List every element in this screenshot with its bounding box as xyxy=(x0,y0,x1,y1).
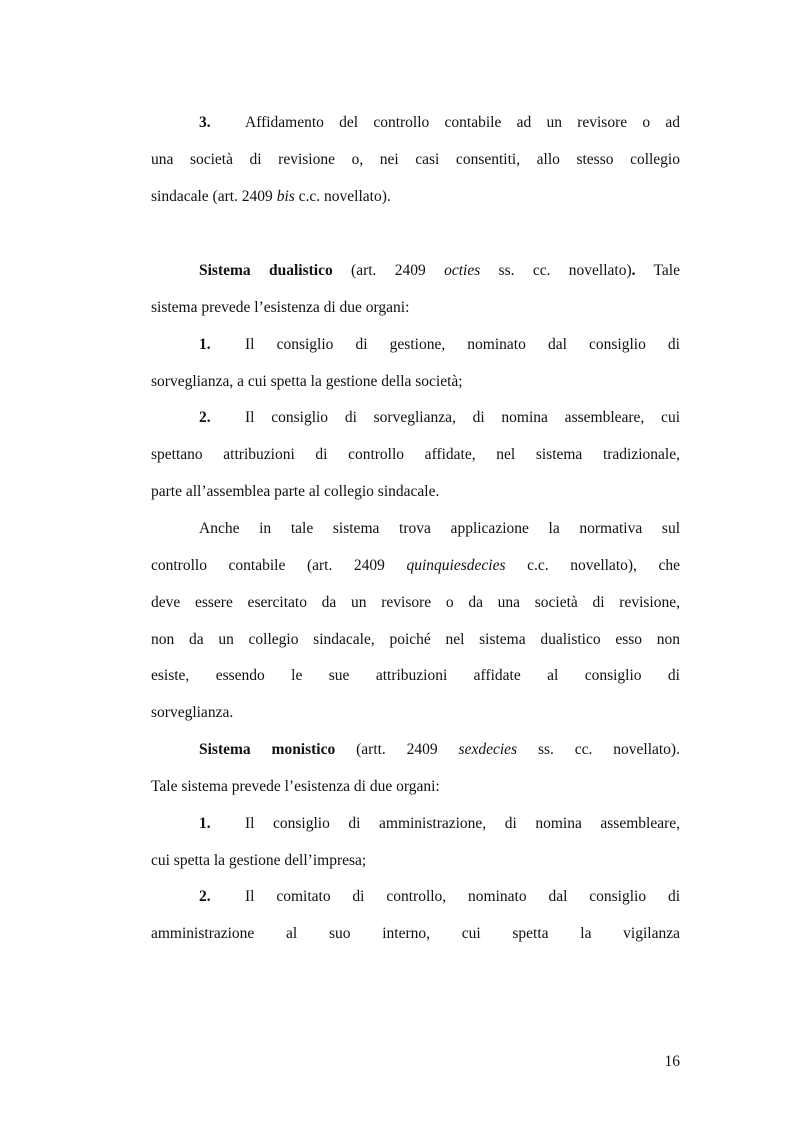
text-line: sindacale (art. 2409 bis c.c. novellato). xyxy=(151,188,391,205)
text-line: sorveglianza. xyxy=(151,704,234,721)
bold-term: Sistema dualistico xyxy=(199,262,333,279)
text-line: Il comitato di controllo, nominato dal consiglio di xyxy=(245,888,680,905)
text-line: parte all’assemblea parte al collegio sindacale. xyxy=(151,483,440,500)
list-item-3 xyxy=(199,113,680,133)
text-line: sorveglianza, a cui spetta la gestione della società; xyxy=(151,373,463,390)
list-number: 1. xyxy=(199,336,211,353)
document-page xyxy=(151,0,680,1123)
text-line: controllo contabile (art. 2409 quinquiesdecies c.c. novellato), che xyxy=(151,557,681,574)
list-item-1 xyxy=(199,814,680,834)
text-line: amministrazione al suo interno, cui spetta la vigilanza xyxy=(151,925,680,942)
list-item-2 xyxy=(199,887,680,907)
text-line: Il consiglio di amministrazione, di nomina assembleare, xyxy=(245,815,680,832)
text-line: deve essere esercitato da un revisore o da una società di revisione, xyxy=(151,594,680,611)
list-item-1 xyxy=(199,335,680,355)
list-item-2 xyxy=(199,408,680,428)
text-line: Affidamento del controllo contabile ad un revisore o ad xyxy=(245,114,680,131)
list-number: 2. xyxy=(199,888,211,905)
text-line: Anche in tale sistema trova applicazione la normativa sul xyxy=(199,520,680,537)
text-line: non da un collegio sindacale, poiché nel sistema dualistico esso non xyxy=(151,631,680,648)
list-number: 2. xyxy=(199,409,211,426)
section-heading-dualistico: Sistema dualistico (art. 2409 octies ss. cc. novellato). Tale xyxy=(199,262,680,279)
bold-term: Sistema monistico xyxy=(199,741,336,758)
list-number: 1. xyxy=(199,815,211,832)
text-line: Tale sistema prevede l’esistenza di due organi: xyxy=(151,778,440,795)
page-number: 16 xyxy=(664,1053,680,1070)
text-line: Il consiglio di gestione, nominato dal consiglio di xyxy=(245,336,680,353)
text-line: esiste, essendo le sue attribuzioni affidate al consiglio di xyxy=(151,667,680,684)
text-line: spettano attribuzioni di controllo affidate, nel sistema tradizionale, xyxy=(151,446,680,463)
text-line: una società di revisione o, nei casi consentiti, allo stesso collegio xyxy=(151,151,680,168)
text-line: Il consiglio di sorveglianza, di nomina assembleare, cui xyxy=(245,409,680,426)
text-line: cui spetta la gestione dell’impresa; xyxy=(151,852,367,869)
section-heading-monistico: Sistema monistico (artt. 2409 sexdecies ss. cc. novellato). xyxy=(199,741,680,758)
text-line: sistema prevede l’esistenza di due organi: xyxy=(151,299,410,316)
list-number: 3. xyxy=(199,114,211,131)
